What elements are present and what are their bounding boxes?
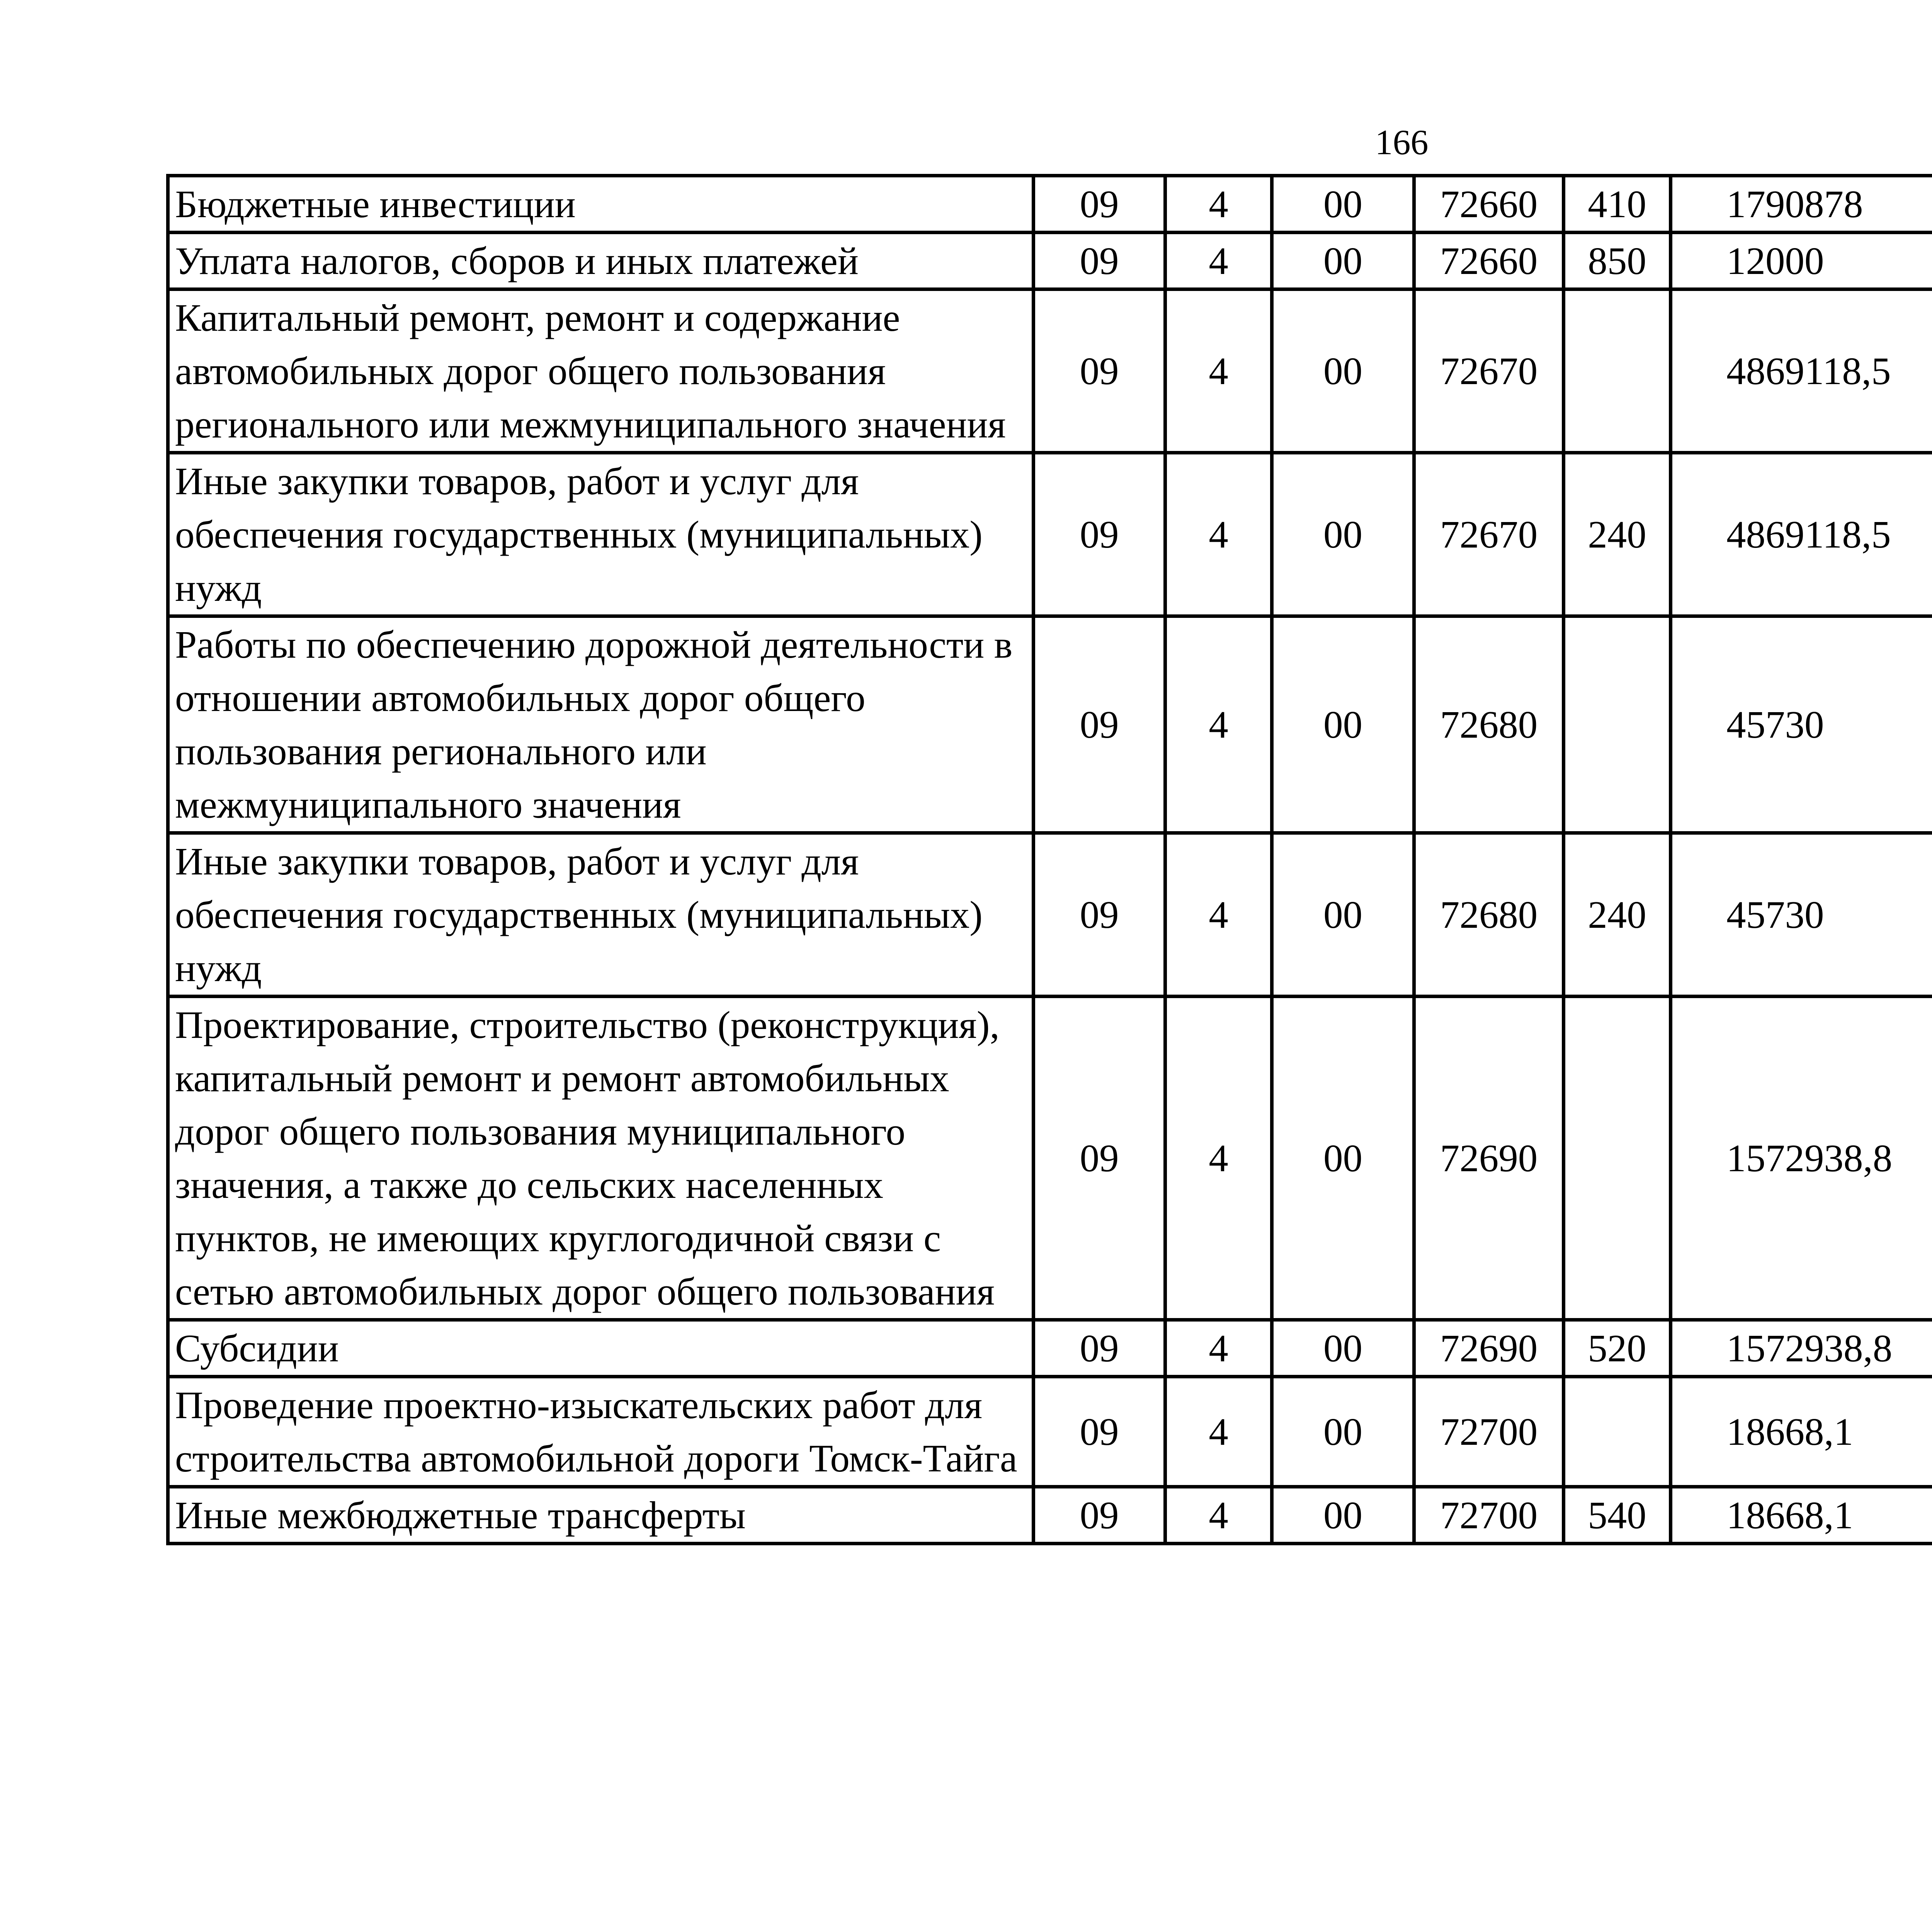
subprogram-code: 00 <box>1272 176 1414 233</box>
table-row <box>168 997 1932 1320</box>
table-row <box>168 289 1932 453</box>
table-row <box>168 176 1932 233</box>
expense-type-code: 240 <box>1564 453 1671 616</box>
expense-type-code <box>1564 997 1671 1320</box>
expense-type-code <box>1564 616 1671 833</box>
amount-year-1: 12000 <box>1671 233 1932 289</box>
amount-year-1: 1572938,8 <box>1671 1320 1932 1377</box>
section-code: 09 <box>1034 1487 1165 1544</box>
table-row <box>168 1377 1932 1487</box>
section-code: 09 <box>1034 997 1165 1320</box>
section-code: 09 <box>1034 1377 1165 1487</box>
subprogram-code: 00 <box>1272 289 1414 453</box>
subprogram-code: 00 <box>1272 453 1414 616</box>
section-code: 09 <box>1034 833 1165 997</box>
subprogram-code: 00 <box>1272 1320 1414 1377</box>
amount-year-1: 18668,1 <box>1671 1377 1932 1487</box>
program-code: 4 <box>1165 289 1272 453</box>
program-code: 4 <box>1165 176 1272 233</box>
program-code: 4 <box>1165 616 1272 833</box>
row-name: Работы по обеспечению дорожной деятельности в отношении автомобильных дорог общего пользования регионального или межмуниципального значения <box>168 616 1034 833</box>
direction-code: 72690 <box>1414 1320 1564 1377</box>
program-code: 4 <box>1165 233 1272 289</box>
amount-year-1: 45730 <box>1671 616 1932 833</box>
amount-year-1: 1572938,8 <box>1671 997 1932 1320</box>
page-number: 166 <box>1375 122 1429 162</box>
row-name: Бюджетные инвестиции <box>168 176 1034 233</box>
direction-code: 72700 <box>1414 1487 1564 1544</box>
direction-code: 72660 <box>1414 233 1564 289</box>
row-name: Иные закупки товаров, работ и услуг для обеспечения государственных (муниципальных) нужд <box>168 453 1034 616</box>
direction-code: 72660 <box>1414 176 1564 233</box>
program-code: 4 <box>1165 453 1272 616</box>
section-code: 09 <box>1034 289 1165 453</box>
expense-type-code: 850 <box>1564 233 1671 289</box>
row-name: Иные закупки товаров, работ и услуг для обеспечения государственных (муниципальных) нужд <box>168 833 1034 997</box>
subprogram-code: 00 <box>1272 616 1414 833</box>
direction-code: 72700 <box>1414 1377 1564 1487</box>
row-name: Уплата налогов, сборов и иных платежей <box>168 233 1034 289</box>
expense-type-code: 520 <box>1564 1320 1671 1377</box>
section-code: 09 <box>1034 233 1165 289</box>
table-row <box>168 1320 1932 1377</box>
table-row <box>168 833 1932 997</box>
program-code: 4 <box>1165 1320 1272 1377</box>
row-name: Иные межбюджетные трансферты <box>168 1487 1034 1544</box>
section-code: 09 <box>1034 453 1165 616</box>
expense-type-code <box>1564 1377 1671 1487</box>
amount-year-1: 18668,1 <box>1671 1487 1932 1544</box>
subprogram-code: 00 <box>1272 833 1414 997</box>
table-row <box>168 453 1932 616</box>
direction-code: 72690 <box>1414 997 1564 1320</box>
amount-year-1: 4869118,5 <box>1671 289 1932 453</box>
table-row <box>168 616 1932 833</box>
direction-code: 72680 <box>1414 616 1564 833</box>
program-code: 4 <box>1165 833 1272 997</box>
subprogram-code: 00 <box>1272 997 1414 1320</box>
row-name: Проектирование, строительство (реконструкция), капитальный ремонт и ремонт автомобильных дорог общего пользования муниципального значения, а также до сельских населенных пунктов, не имеющих круглогодичной связи с сетью автомобильных дорог общего пользования <box>168 997 1034 1320</box>
subprogram-code: 00 <box>1272 1377 1414 1487</box>
budget-table <box>166 174 1932 1545</box>
subprogram-code: 00 <box>1272 233 1414 289</box>
table-row <box>168 1487 1932 1544</box>
table-row <box>168 233 1932 289</box>
subprogram-code: 00 <box>1272 1487 1414 1544</box>
amount-year-1: 45730 <box>1671 833 1932 997</box>
direction-code: 72680 <box>1414 833 1564 997</box>
program-code: 4 <box>1165 1487 1272 1544</box>
direction-code: 72670 <box>1414 289 1564 453</box>
program-code: 4 <box>1165 997 1272 1320</box>
amount-year-1: 1790878 <box>1671 176 1932 233</box>
row-name: Капитальный ремонт, ремонт и содержание автомобильных дорог общего пользования регионального или межмуниципального значения <box>168 289 1034 453</box>
row-name: Субсидии <box>168 1320 1034 1377</box>
program-code: 4 <box>1165 1377 1272 1487</box>
expense-type-code: 540 <box>1564 1487 1671 1544</box>
expense-type-code <box>1564 289 1671 453</box>
row-name: Проведение проектно-изыскательских работ для строительства автомобильной дороги Томск-Тайга <box>168 1377 1034 1487</box>
expense-type-code: 240 <box>1564 833 1671 997</box>
section-code: 09 <box>1034 616 1165 833</box>
section-code: 09 <box>1034 1320 1165 1377</box>
amount-year-1: 4869118,5 <box>1671 453 1932 616</box>
direction-code: 72670 <box>1414 453 1564 616</box>
section-code: 09 <box>1034 176 1165 233</box>
expense-type-code: 410 <box>1564 176 1671 233</box>
